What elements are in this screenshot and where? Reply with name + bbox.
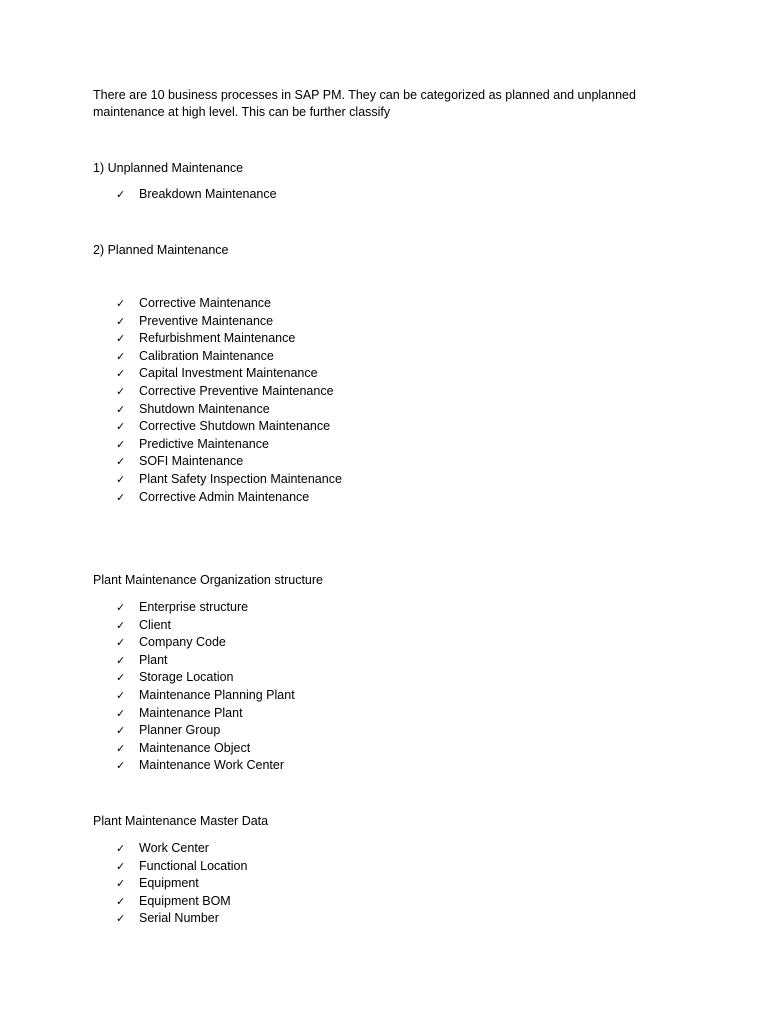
list-item: ✓ Calibration Maintenance (116, 348, 342, 366)
checkmark-icon: ✓ (116, 877, 126, 891)
list-item: ✓ Breakdown Maintenance (116, 186, 277, 204)
checkmark-icon: ✓ (116, 842, 126, 855)
list-item: ✓ Corrective Shutdown Maintenance (116, 418, 342, 436)
intro-paragraph: There are 10 business processes in SAP PM. They can be categorized as planned and unplanned maintenance at high level. This can be further classify (93, 88, 636, 119)
checkmark-icon: ✓ (116, 455, 126, 469)
list-item: ✓ Maintenance Object (116, 740, 295, 758)
heading-master-data: Plant Maintenance Master Data (93, 814, 269, 828)
list-item: ✓ SOFI Maintenance (116, 453, 342, 471)
checkmark-icon: ✓ (116, 349, 126, 363)
checkmark-icon: ✓ (116, 402, 126, 416)
checkmark-icon: ✓ (116, 724, 126, 738)
list-item: ✓ Serial Number (116, 910, 247, 928)
list-organization-structure (116, 599, 295, 775)
list-item: ✓ Enterprise structure (116, 599, 295, 617)
list-item: ✓ Plant (116, 652, 295, 670)
checkmark-icon: ✓ (116, 332, 126, 346)
list-item: ✓ Maintenance Plant (116, 705, 295, 723)
list-item: ✓ Corrective Preventive Maintenance (116, 383, 342, 401)
list-item: ✓ Refurbishment Maintenance (116, 330, 342, 348)
checkmark-icon: ✓ (116, 759, 126, 773)
checkmark-icon: ✓ (116, 636, 126, 650)
checkmark-icon: ✓ (116, 490, 126, 504)
heading-planned-maintenance: 2) Planned Maintenance (93, 243, 229, 257)
checkmark-icon: ✓ (116, 618, 126, 632)
checkmark-icon: ✓ (116, 741, 126, 755)
checkmark-icon: ✓ (116, 420, 126, 434)
list-unplanned-maintenance (116, 186, 277, 204)
checkmark-icon: ✓ (116, 437, 126, 451)
list-item: ✓ Client (116, 617, 295, 635)
checkmark-icon: ✓ (116, 314, 126, 328)
checkmark-icon: ✓ (116, 384, 126, 398)
checkmark-icon: ✓ (116, 688, 126, 702)
list-item: ✓ Company Code (116, 634, 295, 652)
heading-unplanned-maintenance: 1) Unplanned Maintenance (93, 161, 244, 175)
list-item: ✓ Functional Location (116, 858, 247, 876)
list-item: ✓ Preventive Maintenance (116, 313, 342, 331)
list-item: ✓ Equipment BOM (116, 893, 247, 911)
list-planned-maintenance (116, 295, 342, 506)
list-item: ✓ Maintenance Planning Plant (116, 687, 295, 705)
list-item: ✓ Capital Investment Maintenance (116, 365, 342, 383)
checkmark-icon: ✓ (116, 601, 126, 614)
checkmark-icon: ✓ (116, 912, 126, 926)
checkmark-icon: ✓ (116, 472, 126, 486)
list-item: ✓ Equipment (116, 875, 247, 893)
list-master-data (116, 840, 247, 928)
list-item: ✓ Predictive Maintenance (116, 436, 342, 454)
checkmark-icon: ✓ (116, 706, 126, 720)
heading-organization-structure: Plant Maintenance Organization structure (93, 573, 323, 587)
list-item: ✓ Plant Safety Inspection Maintenance (116, 471, 342, 489)
list-item: ✓ Shutdown Maintenance (116, 401, 342, 419)
checkmark-icon: ✓ (116, 367, 126, 381)
list-item: ✓ Work Center (116, 840, 247, 858)
checkmark-icon: ✓ (116, 297, 126, 310)
checkmark-icon: ✓ (116, 671, 126, 685)
list-item: ✓ Storage Location (116, 669, 295, 687)
list-item: ✓ Corrective Admin Maintenance (116, 489, 342, 507)
checkmark-icon: ✓ (116, 188, 126, 201)
checkmark-icon: ✓ (116, 653, 126, 667)
list-item: ✓ Maintenance Work Center (116, 757, 295, 775)
checkmark-icon: ✓ (116, 859, 126, 873)
checkmark-icon: ✓ (116, 894, 126, 908)
list-item: ✓ Planner Group (116, 722, 295, 740)
list-item: ✓ Corrective Maintenance (116, 295, 342, 313)
